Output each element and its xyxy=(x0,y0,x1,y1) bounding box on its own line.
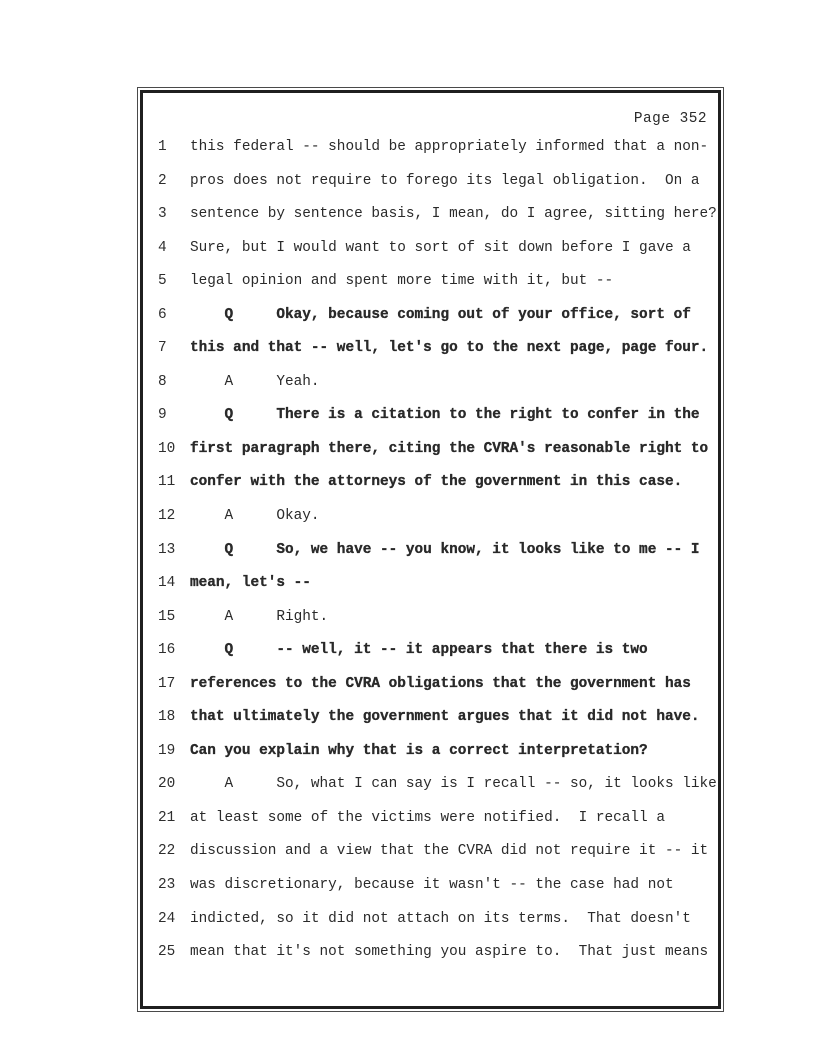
line-number: 4 xyxy=(158,239,167,256)
page-number-header: Page 352 xyxy=(633,111,707,127)
page-border-inner xyxy=(140,90,721,1009)
line-text: was discretionary, because it wasn't -- the case had not xyxy=(190,877,674,894)
line-text: Q There is a citation to the right to confer in the xyxy=(190,407,700,424)
line-text: references to the CVRA obligations that the government has xyxy=(190,675,691,692)
line-number: 7 xyxy=(158,340,167,357)
line-text: A Right. xyxy=(190,608,329,625)
line-text: Q -- well, it -- it appears that there is two xyxy=(190,642,648,659)
line-number: 20 xyxy=(158,776,176,793)
transcript-line xyxy=(143,407,718,441)
transcript-line xyxy=(143,542,718,576)
line-text: A Yeah. xyxy=(190,373,320,390)
page-border-frame xyxy=(137,87,724,1012)
transcript-line xyxy=(143,575,718,609)
line-number: 17 xyxy=(158,675,176,692)
line-number: 1 xyxy=(158,139,167,155)
line-text: that ultimately the government argues that it did not have. xyxy=(190,709,700,726)
transcript-line xyxy=(143,474,718,508)
line-number: 3 xyxy=(158,206,167,223)
line-number: 16 xyxy=(158,642,176,659)
line-number: 11 xyxy=(158,474,176,491)
line-text: A Okay. xyxy=(190,508,320,525)
line-text: Q Okay, because coming out of your office, sort of xyxy=(190,306,691,323)
line-text: Sure, but I would want to sort of sit down before I gave a xyxy=(190,239,691,256)
line-number: 10 xyxy=(158,440,176,457)
line-number: 18 xyxy=(158,709,176,726)
transcript-line xyxy=(143,877,718,911)
transcript-line xyxy=(143,273,718,307)
line-text: at least some of the victims were notified. I recall a xyxy=(190,809,665,826)
line-text: indicted, so it did not attach on its terms. That doesn't xyxy=(190,910,691,927)
line-number: 19 xyxy=(158,742,176,759)
transcript-line xyxy=(143,206,718,240)
line-number: 12 xyxy=(158,508,176,525)
line-number: 21 xyxy=(158,809,176,826)
transcript-line xyxy=(143,508,718,542)
line-number: 25 xyxy=(158,944,176,961)
line-text: Q So, we have -- you know, it looks like to me -- I xyxy=(190,541,700,558)
line-number: 13 xyxy=(158,541,176,558)
transcript-line xyxy=(143,441,718,475)
transcript-line xyxy=(143,676,718,710)
line-number: 5 xyxy=(158,273,167,290)
line-text: this federal -- should be appropriately informed that a non- xyxy=(190,139,709,155)
transcript-line xyxy=(143,139,718,173)
line-number: 2 xyxy=(158,172,167,189)
transcript-line xyxy=(143,944,718,978)
transcript-line xyxy=(143,307,718,341)
transcript-line xyxy=(143,843,718,877)
transcript-line xyxy=(143,173,718,207)
line-text: this and that -- well, let's go to the next page, page four. xyxy=(190,340,709,357)
transcript-line xyxy=(143,743,718,777)
transcript-lines xyxy=(143,139,718,978)
transcript-line xyxy=(143,709,718,743)
line-number: 8 xyxy=(158,373,167,390)
line-number: 14 xyxy=(158,575,176,592)
line-text: discussion and a view that the CVRA did not require it -- it xyxy=(190,843,709,860)
line-text: A So, what I can say is I recall -- so, it looks like xyxy=(190,776,717,793)
transcript-line xyxy=(143,374,718,408)
line-text: Can you explain why that is a correct interpretation? xyxy=(190,742,648,759)
transcript-line xyxy=(143,911,718,945)
line-number: 9 xyxy=(158,407,167,424)
transcript-line xyxy=(143,340,718,374)
line-text: sentence by sentence basis, I mean, do I agree, sitting here? xyxy=(190,206,717,223)
transcript-line xyxy=(143,609,718,643)
line-text: confer with the attorneys of the government in this case. xyxy=(190,474,683,491)
line-number: 23 xyxy=(158,877,176,894)
line-number: 6 xyxy=(158,306,167,323)
line-text: mean, let's -- xyxy=(190,575,311,592)
line-text: first paragraph there, citing the CVRA's reasonable right to xyxy=(190,440,709,457)
transcript-line xyxy=(143,810,718,844)
line-text: mean that it's not something you aspire to. That just means xyxy=(190,944,709,961)
line-number: 15 xyxy=(158,608,176,625)
line-text: legal opinion and spent more time with it, but -- xyxy=(190,273,614,290)
line-number: 22 xyxy=(158,843,176,860)
transcript-line xyxy=(143,776,718,810)
line-number: 24 xyxy=(158,910,176,927)
line-text: pros does not require to forego its legal obligation. On a xyxy=(190,172,700,189)
transcript-line xyxy=(143,642,718,676)
transcript-line xyxy=(143,240,718,274)
